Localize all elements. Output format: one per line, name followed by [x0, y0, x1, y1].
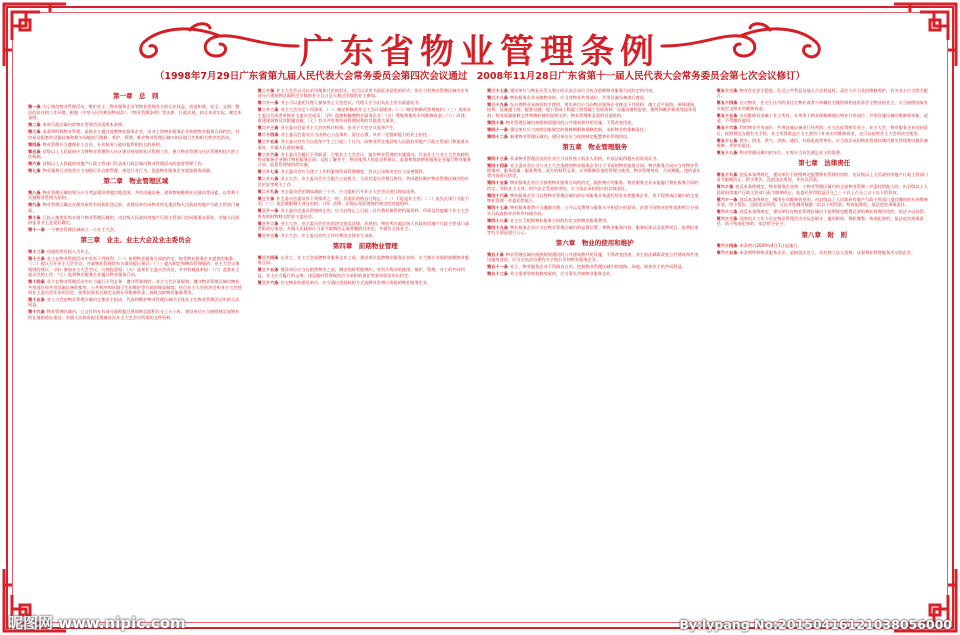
article-text: 业主在物业管理活动中享有下列权利：（一）按照物业服务合同的约定，接受物业服务企业提供的服务；（二）提议召开业主大会会议，并就物业管理的有关事项提出建议；（三）提出制定和修改管理规约、业主大会议事规则的建议；（四）参加业主大会会议，行使投票权；（五）选举业主委员会成员，并享有被选举权；（六）监督业主委员会的工作；（七）监督物业服务企业履行物业服务合同。 [28, 255, 240, 278]
article-number: 第四十九条 [487, 224, 508, 230]
text-column-1 [28, 88, 244, 608]
article-number: 第十二条 [28, 248, 45, 254]
article-paragraph [717, 113, 933, 124]
article-paragraph [28, 142, 244, 147]
article-number: 第五十八条 [716, 150, 738, 156]
article-number: 第四十五条 [487, 180, 508, 186]
article-text: 违反本条例规定，建设单位不按照规定配置物业管理用房的，由县级以上人民政府房地产行政主管部门责令限期改正，给予警告，没收违法所得，并处以罚款。 [716, 171, 928, 183]
article-number: 第三十七条 [487, 88, 508, 93]
chapter-heading: 第四章 前期物业管理 [332, 242, 398, 251]
chapter-heading: 第三章 业主、业主大会及业主委员会 [80, 236, 191, 245]
article-paragraph [258, 139, 474, 150]
article-number: 第五十四条 [716, 100, 738, 106]
article-paragraph [28, 256, 244, 278]
article-text: 业主委员会是业主大会的执行机构，由业主大会会议选举产生。 [280, 125, 398, 131]
article-number: 第三十五条 [257, 267, 279, 273]
article-paragraph [258, 255, 474, 266]
article-text: 已投入使用但尚未划分物业管理区域的，由县级人民政府房地产行政主管部门会同街道办事处、乡镇人民政府征求业主意见后确定。 [28, 214, 240, 226]
article-text: 本条例所称物业服务企业，是指依法设立、具有独立法人资格，从事物业管理服务活动的企业。 [739, 250, 916, 256]
article-text: 业主需要装饰装修房屋的，应当事先告知物业服务企业。 [509, 271, 615, 277]
chapter-heading: 第二章 物业管理区域 [103, 177, 169, 186]
article-text: 业主可以委托代理人参加业主大会会议，代理人应当出具业主的书面委托书。 [280, 100, 423, 106]
article-paragraph [487, 88, 703, 93]
article-text: 物业服务企业承接物业时，应当对物业共用部位、共用设施设备进行查验。 [509, 95, 649, 100]
article-number: 第二十六条 [257, 151, 279, 157]
article-number: 第八条 [28, 189, 41, 195]
article-text: 新建物业管理区域内，建设单位应当按照规定配置物业管理用房。 [509, 133, 632, 139]
article-text: 业主大会、业主委员会的工作经费由全体业主承担。 [280, 233, 377, 239]
article-number: 第六十二条 [716, 209, 738, 215]
article-text: 在办理物业承接验收手续时，建设单位应当向物业服务企业移交下列资料：竣工总平面图，单体建筑、结构、设备竣工图，配套设施、地下管网工程竣工图等竣工验收资料；设施设备的安装、使用和维护保养等技术资料；物业质量保修文件和物业使用说明文件；物业管理所必需的其他资料。 [487, 102, 699, 118]
article-text: 物业管理区域在办理房屋所有权初始登记前，由建设单位向物业所在地县级人民政府房地产行政主管部门备案。 [28, 202, 240, 213]
article-paragraph [717, 100, 933, 111]
article-paragraph [717, 243, 933, 248]
article-paragraph [28, 104, 244, 120]
article-paragraph [717, 150, 933, 155]
article-number: 第五十九条 [716, 171, 738, 177]
article-text: 本条例所称物业管理，是指业主通过选聘物业服务企业，由业主和物业服务企业按照物业服务合同约定，对房屋及配套的设施设备和相关场地进行维修、养护、管理，维护物业管理区域内的环境卫生和相关秩序的活动。 [28, 129, 240, 140]
article-text: 违反本条例规定，物业服务企业将一个物业管理区域内的全部物业管理一并委托给他人的，由县级以上人民政府房地产行政主管部门责令限期改正，处委托所得收益百分之三十以上百分之五十以下的罚款。 [716, 184, 928, 195]
article-text: 物业管理区域内，已交付的专有部分面积超过建筑物总面积百分之五十时，建设单位应当按照规定向物业所在地街道办事处、乡镇人民政府报送筹备首次业主大会会议所需的文件资料。 [28, 309, 240, 320]
article-paragraph [28, 279, 244, 295]
article-number: 第二十八条 [257, 176, 279, 182]
article-number: 第五十条 [487, 251, 504, 257]
article-paragraph [487, 252, 703, 263]
article-number: 第五条 [28, 148, 41, 154]
article-paragraph [487, 193, 703, 204]
article-paragraph [258, 221, 474, 232]
article-number: 第四十三条 [487, 155, 508, 161]
article-number: 第十五条 [28, 296, 45, 302]
article-number: 第三十一条 [257, 208, 279, 214]
article-text: 建设单位应当在销售物业之前，制定临时管理规约，对有关物业的使用、维护、管理，业主的共同利益，业主应当履行的义务，违反临时管理规约应当承担的责任等事项依法作出约定。 [257, 267, 465, 278]
article-text: 一个物业管理区域成立一个业主大会。 [46, 227, 118, 233]
article-text: 县级以上人民政府房地产行政主管部门负责本行政区域内物业管理活动的监督管理工作。 [42, 161, 206, 167]
article-text: 为了规范物业管理活动，维护业主、物业服务企业等物业管理各方的合法权益，营造和谐、安全、文明、整洁的居住和工作环境，根据《中华人民共和国物权法》、《物业管理条例》等法律、行政法规，结合本省实际，制定本条例。 [28, 104, 242, 121]
article-paragraph [487, 102, 703, 118]
article-number: 第四十四条 [487, 162, 508, 168]
article-paragraph [258, 100, 474, 105]
article-paragraph [717, 172, 933, 183]
article-text: 物业管理应当遵循业主自治、专业服务与政府监管相结合的原则。 [42, 141, 165, 147]
article-text: 违反本条例规定，挪用专项维修资金的，由县级以上人民政府房地产行政主管部门追回挪用的专项维修资金，给予警告，没收违法所得，可以并处挪用数额二倍以下的罚款；构成犯罪的，依法追究刑事责任。 [716, 196, 928, 208]
chapter-heading: 第八章 附 则 [801, 230, 847, 239]
article-text: 业主大会、业主委员会作出的决定违反法律、法规的，物业所在地县级人民政府房地产行政主管部门或者街道办事处、乡镇人民政府应当责令限期改正或者撤销其决定，并通告全体业主。 [257, 220, 469, 232]
article-text: 业主委员会委员有下列情形之一的，其委员资格自行终止：（一）不再是业主的；（二）丧失民事行为能力的；（三）依法被限制人身自由的；（四）法律、法规以及管理规约规定的其他情形。 [257, 195, 469, 207]
article-text: 业主大会、业主委员会应当配合公安机关，与居民委员会相互协作，共同做好维护物业管理区域内的社会治安等相关工作。 [257, 176, 469, 187]
article-number: 第二十条 [257, 88, 275, 93]
article-number: 第十条 [28, 214, 41, 220]
article-number: 第六十条 [716, 184, 734, 190]
article-text: 业主应当根据物业服务合同的约定交纳物业服务费用。 [509, 217, 611, 223]
article-paragraph [487, 163, 703, 179]
article-number: 第二十一条 [257, 100, 279, 106]
article-number: 第十六条 [28, 309, 45, 315]
article-number: 第六十三条 [716, 216, 738, 222]
article-text: 业主大会会议可以采用集体讨论的形式，也可以采用书面征求意见的形式；但应当有物业管理区域内专有部分占建筑物总面积过半数的业主且占总人数过半数的业主参加。 [257, 88, 469, 99]
article-text: 物业管理区域内的车位、车库应当首先满足业主的需要。 [739, 150, 845, 156]
article-text: 建设单位与物业买受人签订的买卖合同应当包含前期物业服务合同约定的内容。 [509, 88, 657, 93]
article-paragraph [28, 227, 244, 232]
article-number: 第四十六条 [487, 192, 508, 198]
article-number: 第四十八条 [487, 217, 508, 223]
article-paragraph [258, 189, 474, 194]
article-paragraph [487, 205, 703, 216]
article-number: 第四十条 [487, 119, 504, 125]
article-paragraph [717, 197, 933, 208]
article-text: 业主委员会应当自选举产生之日起三十日内，向物业所在地县级人民政府房地产行政主管部门和街道办事处、乡镇人民政府备案。 [257, 139, 469, 150]
article-paragraph [28, 149, 244, 160]
article-paragraph [28, 129, 244, 140]
article-text: 业主委员会委员资格终止的，应当自终止之日起三日内将其保管的档案资料、印章及其他属于业主大会所有的财物移交给业主委员会。 [257, 208, 469, 219]
article-text: 住宅物业的建设单位，应当通过招投标的方式选聘具有相应资质的物业服务企业。 [280, 279, 432, 285]
article-text: 业主委员会履行下列职责：召集业主大会会议，报告物业管理的实施情况；代表业主与业主大会选聘的物业服务企业签订物业服务合同；及时了解业主、物业使用人的意见和建议，监督和协助物业服务企业履行物业服务合同；监督管理规约的实施。 [257, 151, 472, 168]
text-column-3 [487, 88, 703, 608]
article-paragraph [487, 127, 703, 132]
article-paragraph [487, 218, 703, 223]
article-number: 第十一条 [28, 227, 45, 233]
article-paragraph [717, 88, 933, 99]
chapter-heading: 第六章 物业的使用和维护 [555, 239, 634, 248]
article-paragraph [258, 196, 474, 207]
article-paragraph [28, 249, 244, 254]
article-number: 第二十七条 [257, 169, 279, 175]
article-number: 第三十六条 [257, 279, 279, 285]
article-number: 第四十一条 [487, 126, 508, 132]
article-number: 第四十二条 [487, 133, 508, 139]
article-number: 第五十三条 [716, 88, 738, 93]
article-number: 第六条 [28, 161, 41, 167]
article-number: 第二十四条 [257, 132, 279, 138]
article-number: 第五十七条 [716, 137, 738, 143]
article-text: 物业服务收费应当遵循合理、公开以及费用与服务水平相适应的原则，区别不同物业的性质和特点分别实行政府指导价和市场调节价。 [487, 205, 699, 216]
article-paragraph [717, 250, 933, 255]
chapter-heading: 第七章 法律责任 [798, 159, 851, 168]
article-number: 第五十五条 [716, 112, 738, 118]
text-column-4 [717, 88, 933, 608]
article-text: 本省行政区域内的物业管理活动适用本条例。 [42, 122, 127, 128]
article-paragraph [258, 208, 474, 219]
article-number: 第五十二条 [487, 271, 508, 277]
article-text: 物业管理区域内按照规划建设的公共建筑和共用设施，不得改变用途。业主依法确需改变公共建筑和共用设施用途的，应当在依法办理有关手续后告知物业服务企业。 [487, 251, 699, 263]
article-paragraph [258, 267, 474, 278]
article-number: 第三十二条 [257, 220, 279, 226]
article-number: 第三十八条 [487, 95, 508, 100]
article-paragraph [487, 264, 703, 269]
article-text: 业主委员会应当建立工作档案和印章管理制度，会议记录和决定应当妥善保管。 [280, 169, 428, 175]
article-text: 物业存在安全隐患，危及公共利益及他人合法权益时，责任人应当及时维修养护，有关业主应当给予配合。 [716, 88, 928, 99]
article-number: 第五十一条 [487, 264, 508, 270]
article-text: 县级以上人民政府应当将物业管理纳入社区建设规划和社区管理工作，建立物业管理与社区管理相结合的工作机制。 [28, 148, 240, 160]
article-text: 物业管理区域内按照规划建设的公共建筑和共用设施，不得改变用途。 [505, 119, 636, 125]
article-text: 供水、供电、供气、供热、通信、有线电视等单位，应当依法承担物业管理区域内相关管线和设施设备维修、养护的责任。 [716, 137, 928, 149]
article-paragraph [487, 95, 703, 100]
article-text: 国家机关工作人员在物业管理活动中玩忽职守、滥用职权、徇私舞弊，构成犯罪的，依法追究刑事责任；尚不构成犯罪的，依法给予处分。 [716, 216, 924, 227]
article-text: 业主在物业管理活动中应当履行下列义务：遵守管理规约、业主大会议事规则；遵守物业管理区域内物业共用部位和共用设施设备的使用、公共秩序和环境卫生的维护等方面的规章制度；执行业主大会的决定和业主大会授权业主委员会作出的决定；按照国家有关规定交纳专项维修资金；按时交纳物业服务费用。 [28, 279, 242, 295]
article-paragraph [28, 161, 244, 166]
watermark-left: 昵图网 www.nipic.com [8, 614, 186, 632]
article-text: 建设单位应当按照国家规定的保修期限和保修范围，承担物业的保修责任。 [509, 126, 649, 132]
article-paragraph [28, 168, 244, 173]
article-paragraph [487, 180, 703, 191]
article-text: 业主委员会委员应当由热心公益事业、责任心强、具有一定组织能力的业主担任。 [280, 132, 432, 138]
article-text: 物业管理区域的划分应当考虑建设用地宗地范围、共用设施设备、建筑物规模和社区建设等因素，以有利于实施物业管理为原则。 [28, 189, 240, 201]
watermark-right: By:lypang No:20150416121038056000 [679, 617, 952, 632]
article-text: 违反本条例规定，建设单位在物业管理区域内不按照规定配置必要的物业管理用房的，依法予以处罚。 [739, 209, 928, 215]
article-paragraph [258, 280, 474, 285]
article-paragraph [487, 134, 703, 139]
article-text: 物业服务企业应当在物业管理区域内的显著位置，将物业服务内容、服务标准以及收费项目、收费标准等有关情况进行公示。 [487, 224, 699, 236]
article-text: 利用物业共用部位、共用设施设备进行经营的，应当在征得相关业主、业主大会、物业服务企业的同意后，按照规定办理有关手续。业主所得收益应当主要用于补充专项维修资金，也可以按照业主大会的决定使用。 [716, 125, 928, 136]
article-paragraph [258, 176, 474, 187]
article-number: 第四十七条 [487, 205, 508, 211]
article-number: 第二十二条 [257, 107, 279, 113]
article-number: 第十四条 [28, 279, 45, 285]
article-paragraph [717, 184, 933, 195]
article-paragraph [258, 88, 474, 99]
article-paragraph [258, 233, 474, 238]
article-text: 住宅物业、住宅小区内的非住宅物业或者与单幢住宅楼结构相连的非住宅物业的业主，应当按照国家有关规定交纳专项维修资金。 [716, 100, 928, 111]
article-paragraph [258, 107, 474, 123]
article-number: 第三十四条 [257, 254, 279, 260]
article-number: 第六十五条 [716, 250, 738, 256]
article-number: 第一条 [28, 104, 41, 110]
article-text: 业主大会决定下列事项：（一）制定和修改业主大会议事规则；（二）制定和修改管理规约；（三）选举业主委员会或者更换业主委员会成员；（四）选聘和解聘物业服务企业；（五）筹集和使用专项维修资金；（六）改建、重建建筑物及其附属设施；（七）有关共有和共同管理权利的其他重大事项。 [257, 107, 471, 124]
text-column-2 [258, 88, 474, 608]
article-text: 本条例自2009年4月1日起施行。 [739, 243, 802, 249]
article-number: 第九条 [28, 202, 41, 208]
article-text: 业主委员会应当与业主大会选聘的物业服务企业订立书面的物业服务合同。物业服务合同应当对物业管理事项、服务质量、服务费用、双方的权利义务、专项维修资金的管理与使用、物业管理用房、合同期限、违约责任等内容进行约定。 [487, 162, 701, 179]
article-text: 业主委员会任期届满前三个月，应当组织召开业主大会会议进行换届选举。 [280, 188, 419, 194]
article-number: 第三条 [28, 129, 41, 135]
article-number: 第七条 [28, 168, 41, 174]
document-title: 广东省物业管理条例 [300, 32, 660, 72]
article-text: 房屋的所有权人为业主。 [46, 248, 93, 254]
article-paragraph [487, 225, 703, 236]
article-number: 第二条 [28, 122, 41, 128]
article-paragraph [717, 125, 933, 136]
article-paragraph [28, 122, 244, 127]
article-text: 物业服务企业可以将物业管理区域内的专项服务业务委托给专业性服务企业，但不得将该区域内的全部物业管理一并委托给他人。 [487, 192, 699, 204]
document-subtitle: （1998年7月29日广东省第九届人民代表大会常务委员会第四次会议通过 2008年11月28日广东省第十一届人民代表大会常务委员会第七次会议修订） [154, 71, 806, 82]
article-number: 第二十五条 [257, 139, 279, 145]
article-paragraph [717, 216, 933, 227]
chapter-heading: 第五章 物业管理服务 [562, 143, 628, 152]
article-paragraph [28, 190, 244, 201]
article-paragraph [28, 202, 244, 213]
article-paragraph [258, 132, 474, 137]
article-paragraph [487, 156, 703, 161]
article-paragraph [487, 271, 703, 276]
article-paragraph [487, 120, 703, 125]
article-text: 物业服务企业应当按照物业服务合同的约定，提供相应的服务。物业服务企业未能履行物业服务合同的约定，导致业主人身、财产安全受到损害的，应当依法承担相应的法律责任。 [487, 180, 699, 191]
article-paragraph [258, 152, 474, 168]
article-text: 专项维修资金属于业主所有，专项用于物业保修期满后物业共用部位、共用设施设备的维修和更新、改造，不得挪作他用。 [716, 112, 928, 124]
article-text: 业主、物业服务企业不得擅自占用、挖掘物业管理区域内的道路、场地，损害业主的共同利益。 [509, 264, 686, 270]
article-number: 第三十条 [257, 195, 275, 201]
article-text: 在业主、业主大会选聘物业服务企业之前，建设单位选聘物业服务企业的，应当签订书面的前期物业服务合同。 [257, 254, 469, 266]
article-paragraph [258, 169, 474, 174]
article-text: 从事物业管理活动的企业应当具有独立的法人资格，并依法取得相应的资质证书。 [509, 155, 661, 161]
chapter-heading: 第一章 总 则 [113, 92, 159, 100]
article-number: 第六十四条 [716, 243, 738, 249]
article-text: 业主大会由物业管理区域内全体业主组成，代表和维护物业管理区域内全体业主在物业管理活动中的合法权益。 [28, 296, 240, 308]
article-paragraph [28, 309, 244, 320]
article-paragraph [258, 125, 474, 130]
article-number: 第三十九条 [487, 102, 508, 107]
article-number: 第四条 [28, 141, 41, 147]
article-paragraph [28, 215, 244, 226]
article-paragraph [28, 297, 244, 308]
article-text: 物业服务行业协会应当加强行业自律管理，规范行业行为，促进物业服务企业提高服务质量。 [42, 168, 215, 174]
article-paragraph [717, 138, 933, 149]
article-number: 第二十九条 [257, 188, 279, 194]
article-number: 第五十六条 [716, 125, 738, 131]
article-number: 第六十一条 [716, 196, 738, 202]
article-number: 第三十三条 [257, 233, 279, 239]
article-number: 第二十三条 [257, 125, 279, 131]
article-number: 第十三条 [28, 255, 45, 261]
regulation-columns [28, 88, 932, 608]
article-paragraph [717, 209, 933, 214]
